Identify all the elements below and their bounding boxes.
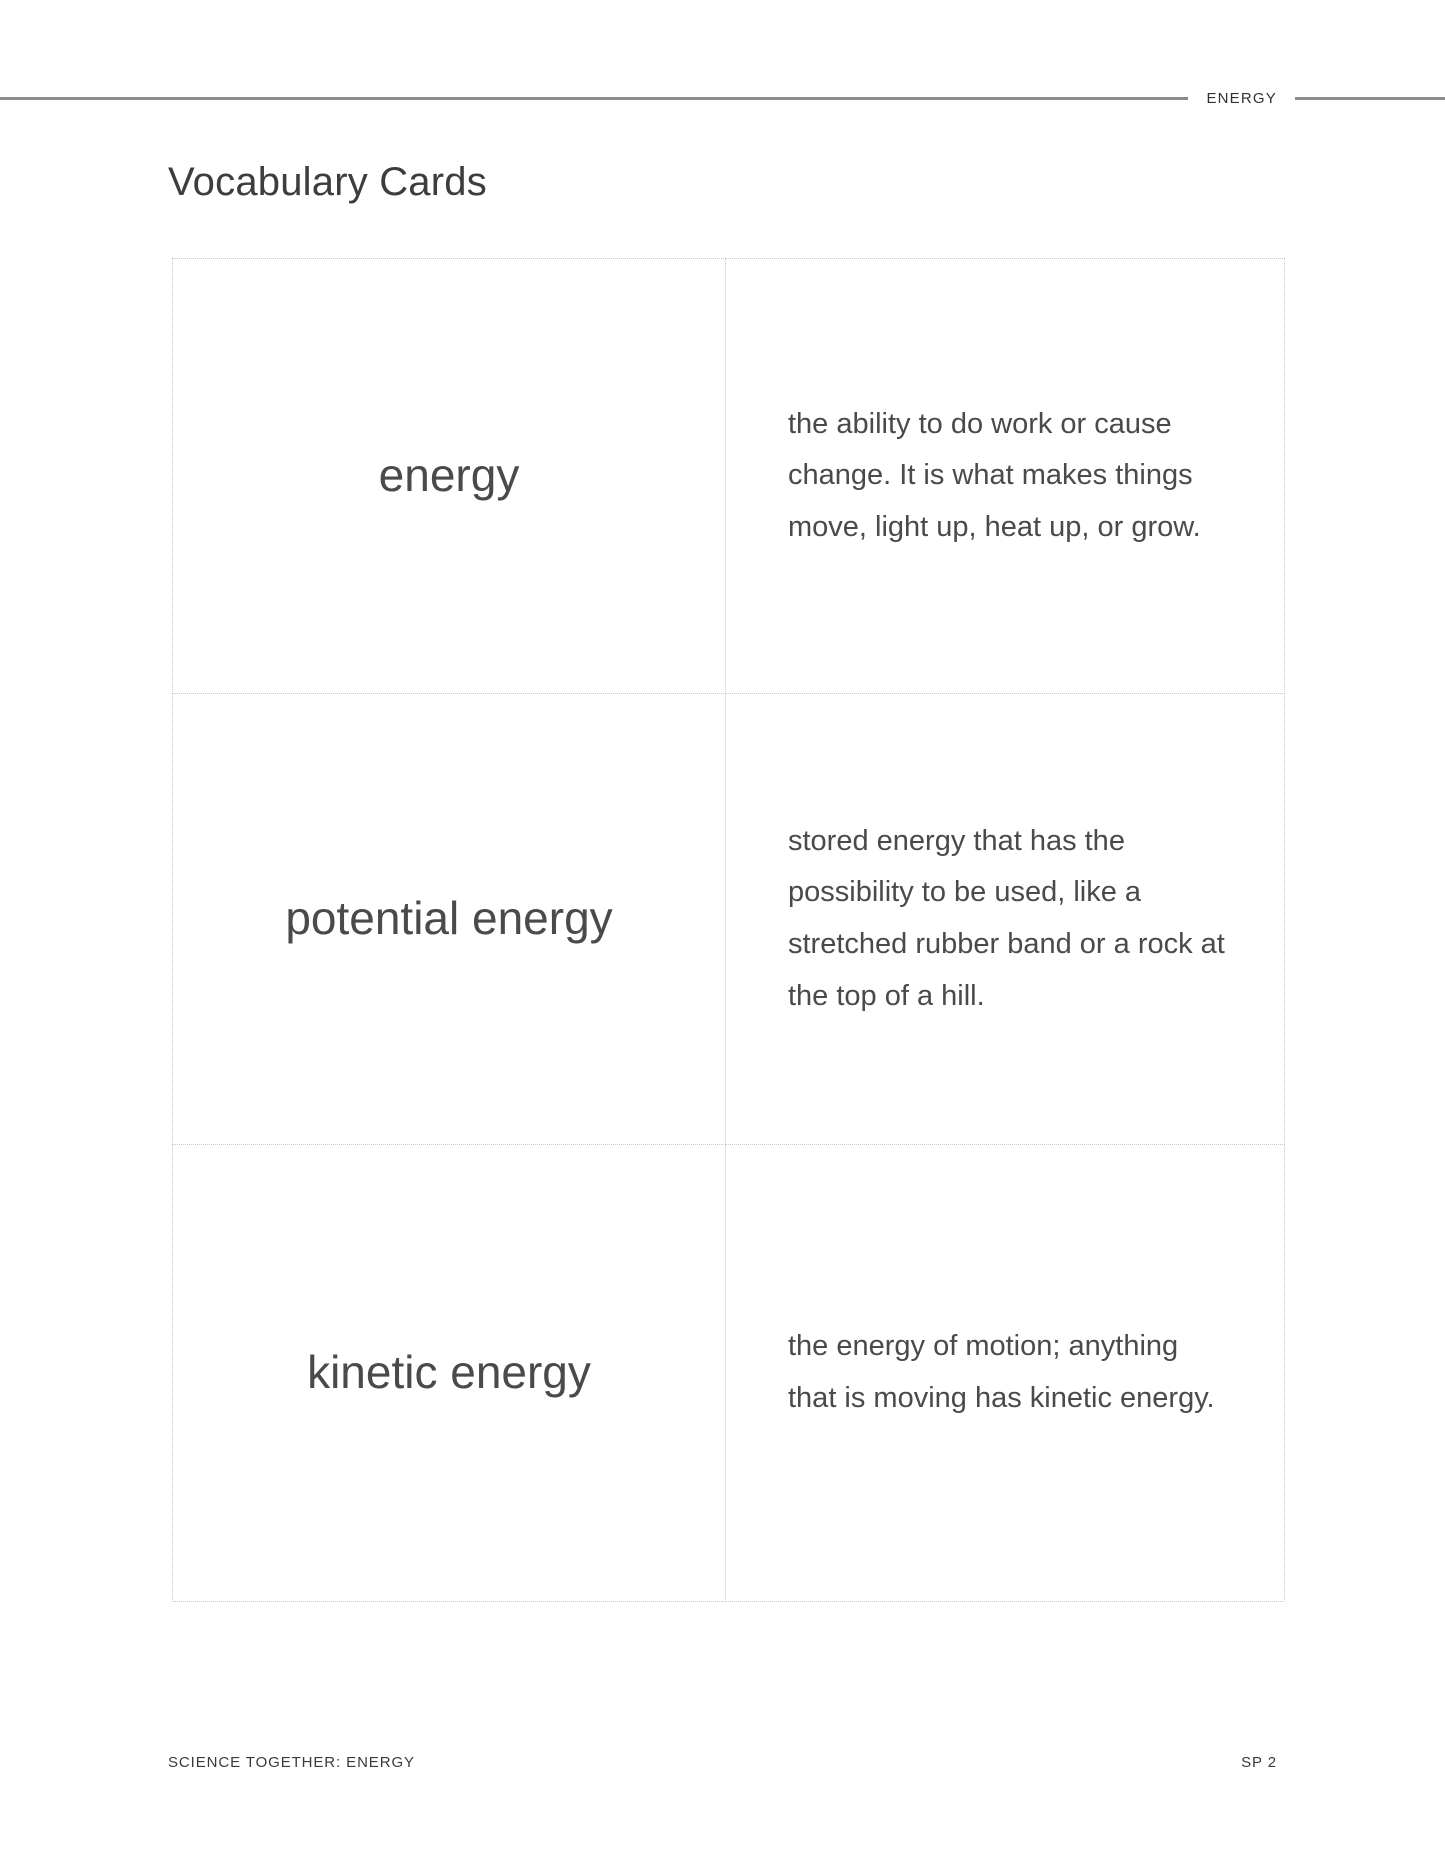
card-term-cell xyxy=(173,1145,726,1602)
card-definition-cell xyxy=(726,694,1285,1145)
card-term: energy xyxy=(378,449,520,502)
table-row xyxy=(173,259,1285,694)
card-term-cell xyxy=(173,259,726,694)
header-rule-left xyxy=(0,97,1188,100)
card-definition: the ability to do work or cause change. It is what makes things move, light up, heat up, or grow. xyxy=(788,407,1201,543)
card-definition-cell xyxy=(726,259,1285,694)
table-row xyxy=(173,1145,1285,1602)
card-term: kinetic energy xyxy=(307,1346,591,1399)
card-term: potential energy xyxy=(285,892,613,945)
footer-document-label: SCIENCE TOGETHER: ENERGY xyxy=(168,1754,415,1771)
page-header xyxy=(0,88,1445,108)
card-term-cell xyxy=(173,694,726,1145)
card-definition: stored energy that has the possibility to be used, like a stretched rubber band or a rock at the top of a hill. xyxy=(788,824,1225,1012)
header-section-label: ENERGY xyxy=(1206,89,1277,107)
card-definition: the energy of motion; anything that is moving has kinetic energy. xyxy=(788,1330,1215,1414)
footer-page-number: SP 2 xyxy=(1241,1754,1277,1771)
card-definition-cell xyxy=(726,1145,1285,1602)
vocabulary-cards-table xyxy=(172,258,1285,1602)
table-row xyxy=(173,694,1285,1145)
header-rule-right xyxy=(1295,97,1445,100)
page-footer xyxy=(168,1754,1277,1771)
page-title: Vocabulary Cards xyxy=(168,160,487,204)
